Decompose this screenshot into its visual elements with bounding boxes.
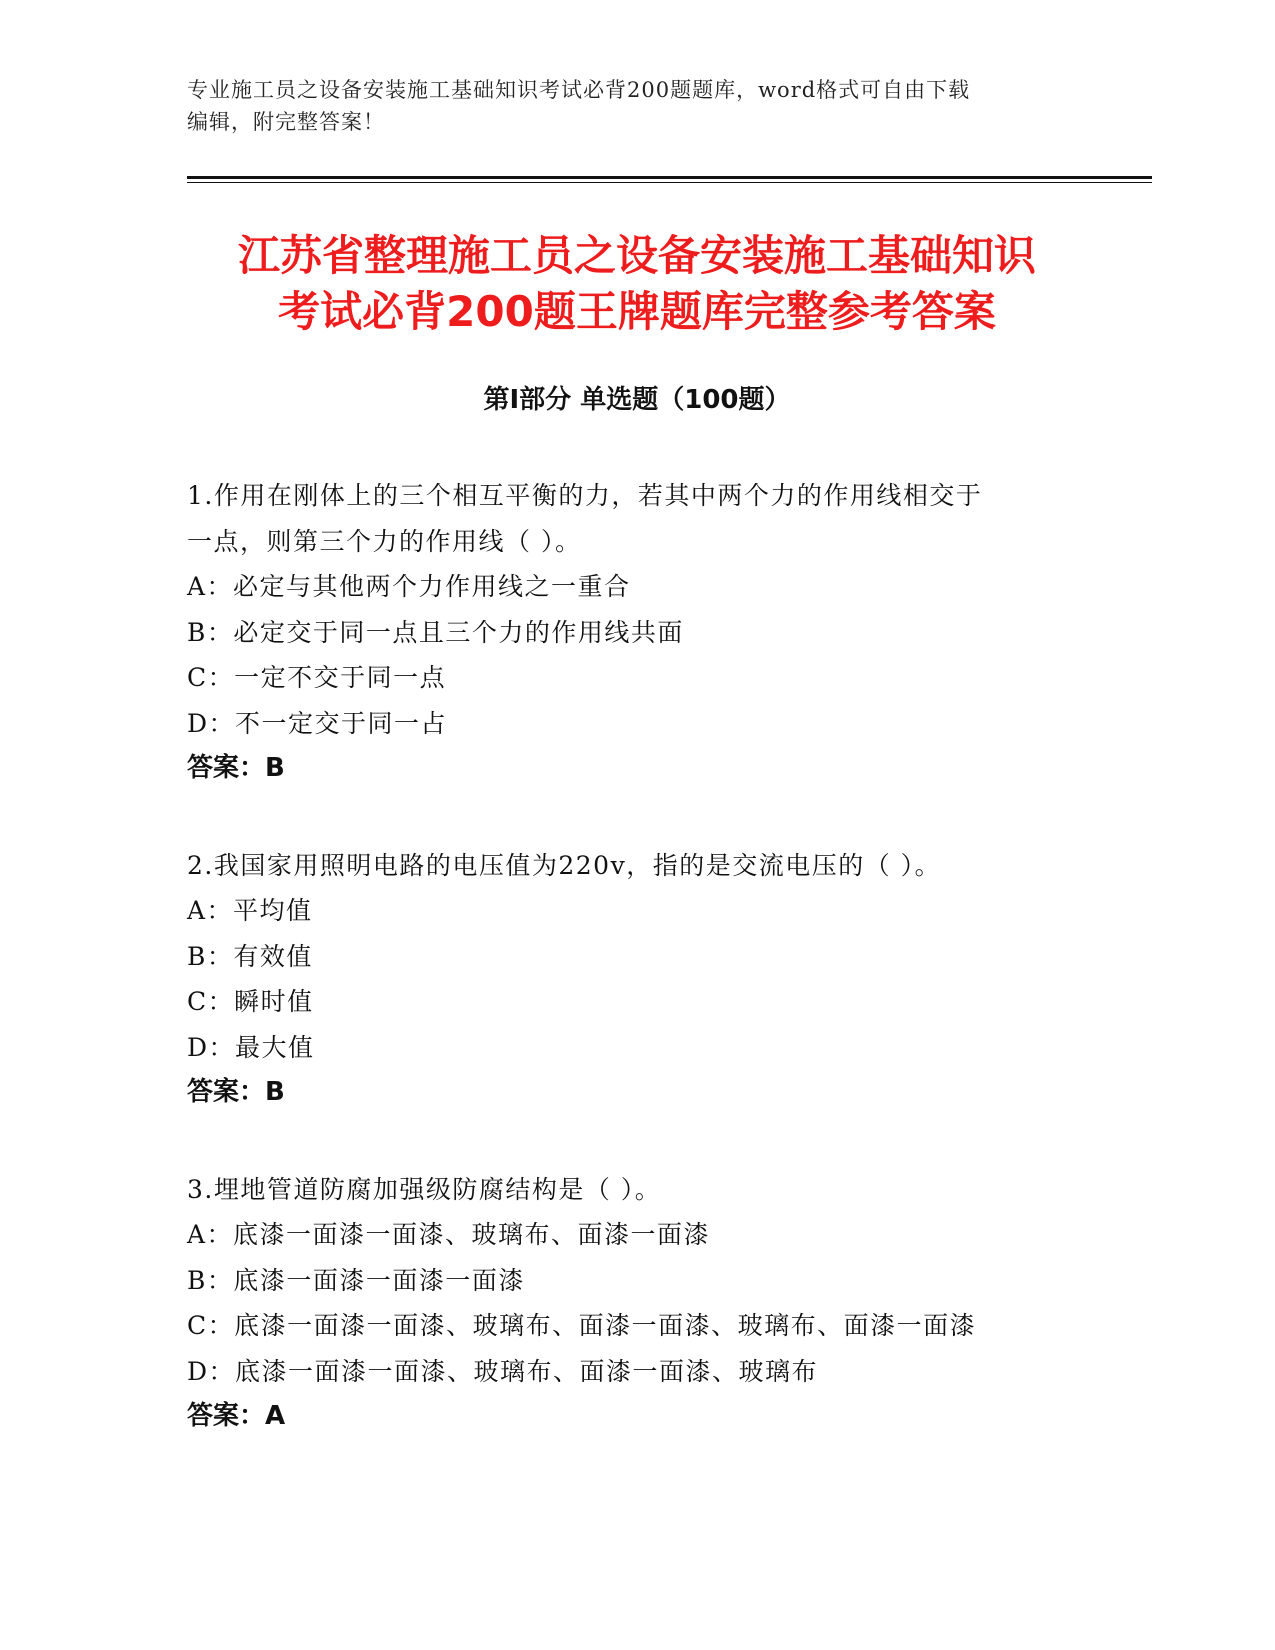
answer: 答案：A [187, 1401, 286, 1431]
document-title-line-2: 考试必背200题王牌题库完整参考答案 [278, 287, 996, 336]
option-a: A：平均值 [187, 896, 313, 925]
option-c: C：底漆一面漆一面漆、玻璃布、面漆一面漆、玻璃布、面漆一面漆 [187, 1311, 977, 1340]
header-note [187, 74, 1067, 138]
answer: 答案：B [187, 1077, 285, 1107]
option-a: A：底漆一面漆一面漆、玻璃布、面漆一面漆 [187, 1220, 711, 1249]
question-text: 3.埋地管道防腐加强级防腐结构是（ ）。 [187, 1174, 662, 1204]
question-2 [187, 843, 1087, 1116]
option-d: D：最大值 [187, 1032, 315, 1062]
question-text: 2.我国家用照明电路的电压值为220v，指的是交流电压的（ ）。 [187, 850, 942, 880]
header-note-line-1: 专业施工员之设备安装施工基础知识考试必背200题题库，word格式可自由下载 [187, 78, 971, 102]
header-rule-thick [187, 176, 1152, 179]
option-b: B：必定交于同一点且三个力的作用线共面 [187, 617, 684, 647]
option-c: C：一定不交于同一点 [187, 663, 447, 692]
option-a: A：必定与其他两个力作用线之一重合 [187, 572, 631, 601]
option-b: B：有效值 [187, 941, 313, 971]
question-text: 1.作用在刚体上的三个相互平衡的力，若其中两个力的作用线相交于 [187, 481, 983, 510]
question-list [187, 473, 1087, 1491]
answer: 答案：B [187, 753, 285, 783]
question-3 [187, 1167, 1087, 1440]
option-d: D：底漆一面漆一面漆、玻璃布、面漆一面漆、玻璃布 [187, 1356, 819, 1386]
option-d: D：不一定交于同一占 [187, 708, 448, 738]
document-title [137, 228, 1137, 340]
header-note-line-2: 编辑，附完整答案！ [187, 110, 385, 134]
document-title-line-1: 江苏省整理施工员之设备安装施工基础知识 [237, 231, 1036, 280]
question-1 [187, 473, 1087, 792]
option-b: B：底漆一面漆一面漆一面漆 [187, 1265, 525, 1295]
header-rule-thin [187, 182, 1152, 183]
option-c: C：瞬时值 [187, 987, 314, 1016]
question-text: 一点，则第三个力的作用线（ ）。 [187, 526, 582, 556]
section-title: 第I部分 单选题（100题） [483, 385, 791, 415]
